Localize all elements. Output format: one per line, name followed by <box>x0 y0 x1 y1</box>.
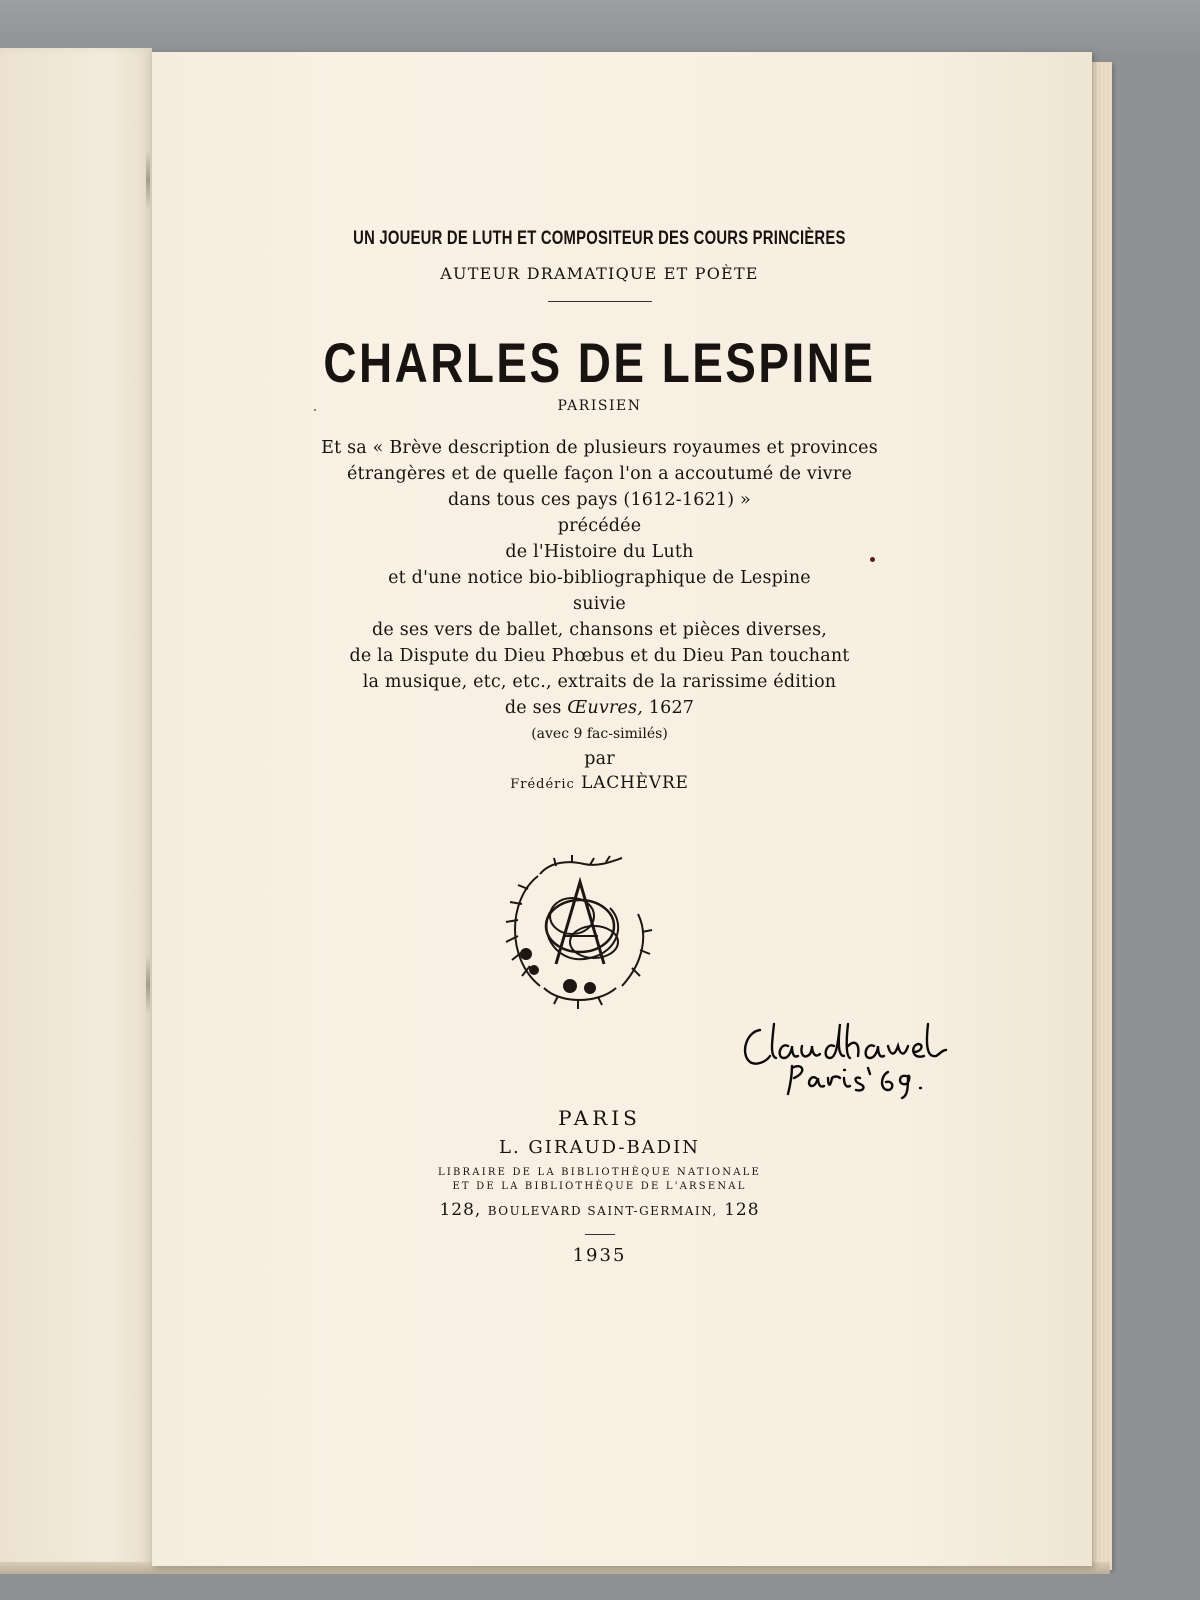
heading-line-1: UN JOUEUR DE LUTH ET COMPOSITEUR DES COURS PRINCIÈRES <box>353 228 846 249</box>
author-line <box>152 773 1047 793</box>
description-line: la musique, etc, etc., extraits de la rarissime édition <box>362 672 837 692</box>
book-subtitle: PARISIEN <box>557 398 642 414</box>
description-line: de l'Histoire du Luth <box>505 542 694 562</box>
heading-rule <box>548 301 652 302</box>
edition-line <box>152 698 1047 718</box>
heading-line-2: AUTEUR DRAMATIQUE ET POÈTE <box>440 264 759 283</box>
address-number: 128, <box>439 1200 482 1220</box>
author-last-name: LACHÈVRE <box>581 773 689 793</box>
address-number-2: 128 <box>724 1200 760 1220</box>
imprint-city: PARIS <box>558 1106 641 1130</box>
binding-thread <box>146 955 150 1015</box>
description-line: de la Dispute du Dieu Phœbus et du Dieu Pan touchant <box>349 646 850 666</box>
edition-work: Œuvres, <box>567 698 644 718</box>
edition-year: 1627 <box>648 698 695 718</box>
background <box>0 0 1200 60</box>
monogram-wreath-emblem <box>498 854 662 1014</box>
imprint-role-2: ET DE LA BIBLIOTHÈQUE DE L'ARSENAL <box>452 1181 747 1192</box>
imprint-publisher: L. GIRAUD-BADIN <box>499 1137 700 1158</box>
title-page-content <box>152 52 1092 1566</box>
address-street: BOULEVARD SAINT-GERMAIN, <box>487 1204 718 1218</box>
imprint-address <box>152 1200 1047 1220</box>
description-line: de ses vers de ballet, chansons et pièces diverses, <box>371 620 828 640</box>
paper-speck <box>314 409 316 411</box>
ink-spot <box>870 557 875 562</box>
edition-prefix: de ses <box>504 698 562 718</box>
facing-page <box>0 48 152 1566</box>
imprint-role-1: LIBRAIRE DE LA BIBLIOTHÈQUE NATIONALE <box>438 1167 761 1178</box>
facsimile-note: (avec 9 fac-similés) <box>531 726 668 742</box>
year-rule <box>585 1234 615 1235</box>
handwritten-signature <box>736 1002 956 1102</box>
description-line: suivie <box>573 594 626 614</box>
binding-thread <box>146 150 150 210</box>
book-title: CHARLES DE LESPINE <box>323 331 876 394</box>
description-line: et d'une notice bio-bibliographique de Lespine <box>388 568 811 588</box>
description-line: Et sa « Brève description de plusieurs royaumes et provinces <box>321 438 878 458</box>
description-line: dans tous ces pays (1612-1621) » <box>448 490 751 510</box>
page-stack-edge <box>1090 62 1112 1570</box>
description-line: précédée <box>557 516 642 536</box>
author-first-name: Frédéric <box>510 777 575 792</box>
par-label: par <box>584 749 615 769</box>
description-line: étrangères et de quelle façon l'on a accoutumé de vivre <box>346 464 853 484</box>
imprint-year: 1935 <box>572 1245 627 1266</box>
